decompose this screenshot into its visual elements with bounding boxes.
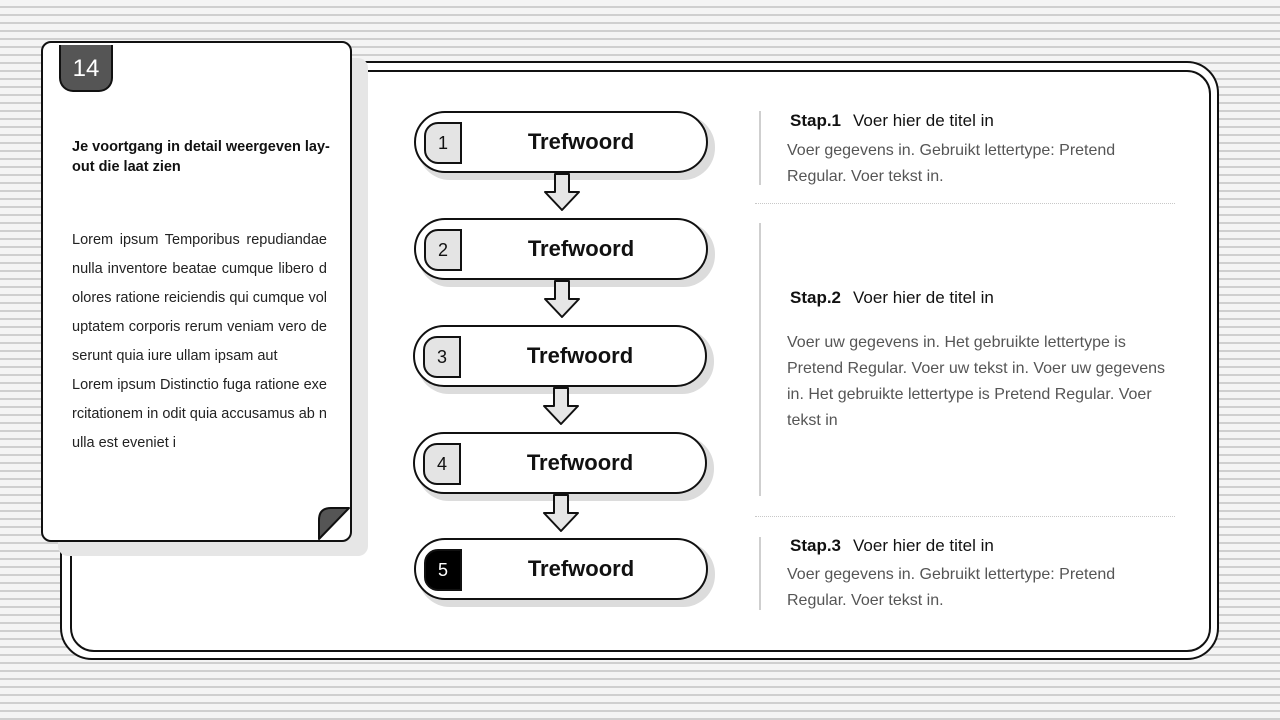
step-tag: Stap.3: [790, 536, 842, 555]
page-curl-icon: [318, 506, 350, 540]
note-paragraph: Lorem ipsum Distinctio fuga ratione exercitationem in odit quia accusamus ab nulla est eveniet i: [72, 377, 327, 451]
description-title-1: [790, 111, 994, 131]
step-label: Trefwoord: [527, 129, 635, 154]
title-text: Voer hier de titel in: [853, 111, 994, 130]
step-box-5[interactable]: [414, 538, 708, 600]
arrow-down-icon: [541, 387, 581, 427]
description-title-2: [790, 288, 994, 308]
description-body-3: Voer gegevens in. Gebruikt lettertype: Pretend Regular. Voer tekst in.: [787, 566, 1116, 609]
divider-vertical: [759, 223, 761, 496]
step-label: Trefwoord: [526, 450, 634, 475]
note-body: [72, 226, 327, 458]
divider-vertical: [759, 111, 761, 185]
step-number: 4: [423, 443, 461, 485]
divider-dotted: [755, 203, 1175, 204]
step-number: 2: [424, 229, 462, 271]
note-paragraph: Lorem ipsum Temporibus repudiandae nulla inventore beatae cumque libero dolores ratione reiciendis qui cumque voluptatem corporis rerum veniam vero deserunt quia iure ullam ipsam aut: [72, 232, 327, 364]
step-number: 3: [423, 336, 461, 378]
page-number: 14: [72, 54, 100, 82]
description-body-1: Voer gegevens in. Gebruikt lettertype: Pretend Regular. Voer tekst in.: [787, 142, 1116, 185]
page-number-tab: [59, 45, 113, 92]
step-tag: Stap.2: [790, 288, 842, 307]
note-title: Je voortgang in detail weergeven lay-out die laat zien: [72, 139, 330, 175]
title-text: Voer hier de titel in: [853, 288, 994, 307]
arrow-down-icon: [541, 494, 581, 534]
description-title-3: [790, 536, 994, 556]
step-label: Trefwoord: [527, 556, 635, 581]
arrow-down-icon: [542, 280, 582, 320]
step-number-active: 5: [424, 549, 462, 591]
divider-dotted: [755, 516, 1175, 517]
step-box-1[interactable]: [414, 111, 708, 173]
divider-vertical: [759, 537, 761, 610]
description-body-2: Voer uw gegevens in. Het gebruikte lettertype is Pretend Regular. Voer uw tekst in. Voer uw gegevens in. Het gebruikte lettertype is Pretend Regular. Voer tekst in: [787, 334, 1166, 429]
step-box-2[interactable]: [414, 218, 708, 280]
arrow-down-icon: [542, 173, 582, 213]
step-tag: Stap.1: [790, 111, 842, 130]
step-box-3[interactable]: [413, 325, 707, 387]
step-box-4[interactable]: [413, 432, 707, 494]
step-number: 1: [424, 122, 462, 164]
step-label: Trefwoord: [526, 343, 634, 368]
title-text: Voer hier de titel in: [853, 536, 994, 555]
step-label: Trefwoord: [527, 236, 635, 261]
